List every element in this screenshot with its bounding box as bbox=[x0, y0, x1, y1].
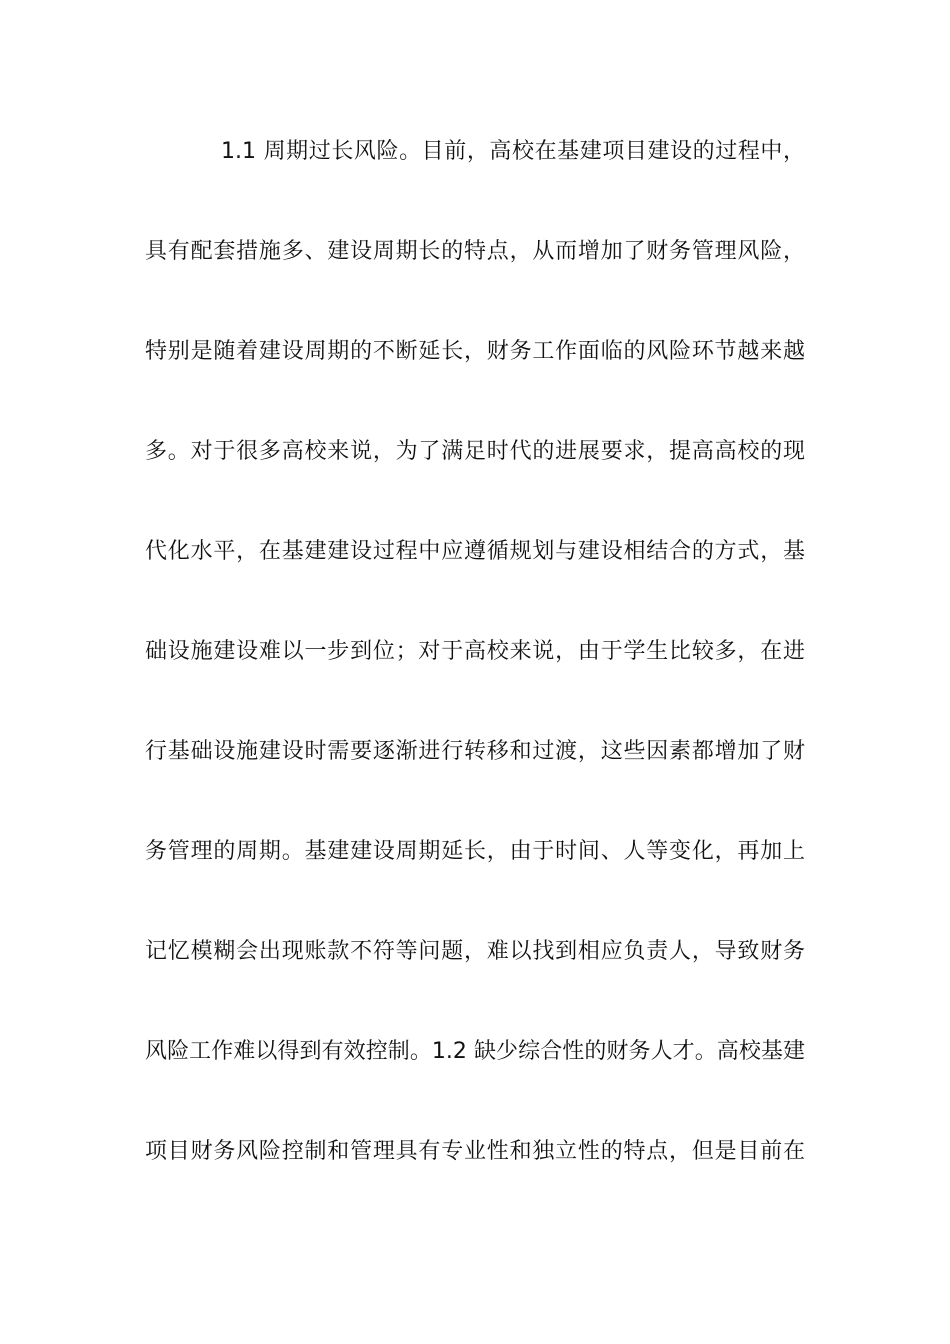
paragraph-line-11: 项目财务风险控制和管理具有专业性和独立性的特点，但是目前在 bbox=[145, 1139, 805, 1164]
paragraph-line-4: 多。对于很多高校来说，为了满足时代的进展要求，提高高校的现 bbox=[145, 439, 805, 464]
paragraph-line-7: 行基础设施建设时需要逐渐进行转移和过渡，这些因素都增加了财 bbox=[145, 739, 805, 764]
paragraph-line-9: 记忆模糊会出现账款不符等问题，难以找到相应负责人，导致财务 bbox=[145, 939, 805, 964]
paragraph-line-2: 具有配套措施多、建设周期长的特点，从而增加了财务管理风险， bbox=[145, 239, 805, 264]
paragraph-line-5: 代化水平，在基建建设过程中应遵循规划与建设相结合的方式，基 bbox=[145, 539, 805, 564]
paragraph-line-10: 风险工作难以得到有效控制。1.2 缺少综合性的财务人才。高校基建 bbox=[145, 1039, 805, 1064]
paragraph-line-1: 1.1 周期过长风险。目前，高校在基建项目建设的过程中， bbox=[221, 139, 805, 164]
paragraph-line-3: 特别是随着建设周期的不断延长，财务工作面临的风险环节越来越 bbox=[145, 339, 805, 364]
paragraph-line-8: 务管理的周期。基建建设周期延长，由于时间、人等变化，再加上 bbox=[145, 839, 805, 864]
paragraph-line-6: 础设施建设难以一步到位；对于高校来说，由于学生比较多，在进 bbox=[145, 639, 805, 664]
